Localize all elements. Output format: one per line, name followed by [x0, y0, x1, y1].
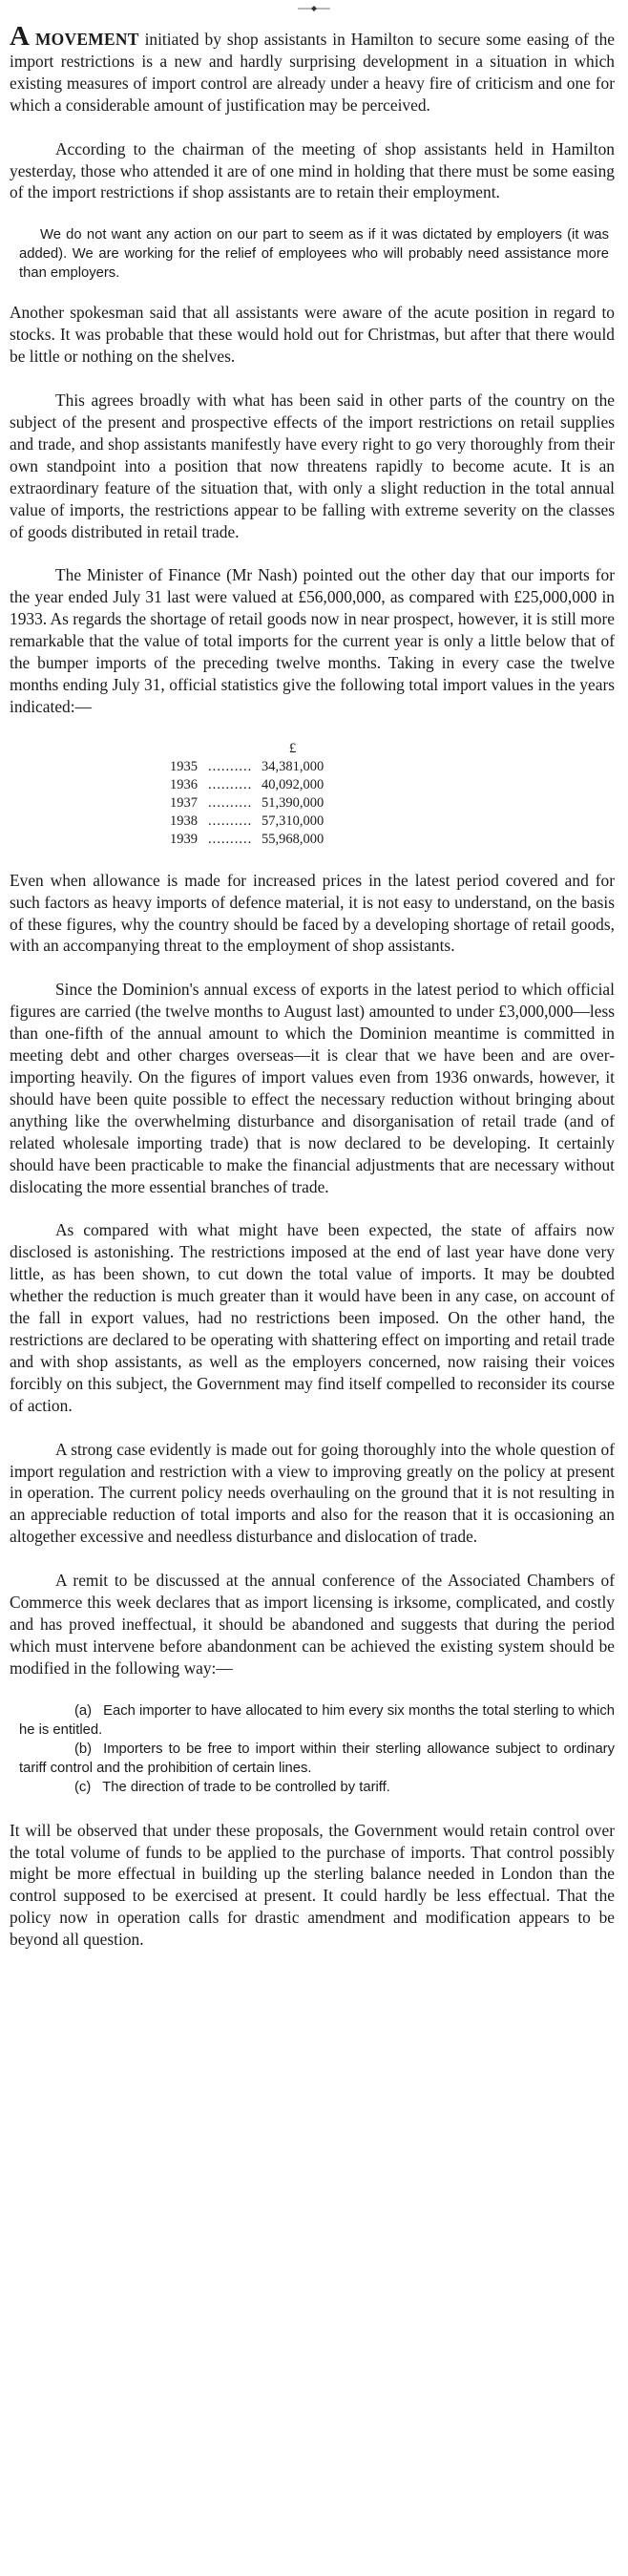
diamond-rule-icon	[298, 6, 330, 11]
top-ornament-divider	[0, 6, 628, 10]
value-cell: 34,381,000	[262, 758, 324, 774]
import-values-table	[170, 740, 324, 849]
list-item-label: (c)	[74, 1779, 92, 1795]
year-cell: 1936	[170, 776, 198, 792]
value-cell: 51,390,000	[262, 794, 324, 811]
paragraph-strong-case: A strong case evidently is made out for going thoroughly into the whole question of import regulation and restriction with a view to improving greatly on the policy at present in operation. The current policy needs overhauling on the ground that it is not resulting in an appreciable reduction of total imports and also for the reason that it is occasioning an altogether excessive and needless disturbance and dislocation of trade.	[10, 1439, 615, 1547]
list-item-text: Each importer to have allocated to him every six months the total sterling to which he is entitled.	[19, 1702, 615, 1738]
year-cell: 1939	[170, 831, 198, 847]
drop-cap: A	[10, 21, 30, 52]
table-row	[170, 776, 324, 794]
paragraph-exports-excess: Since the Dominion's annual excess of exports in the latest period to which official figures are carried (the twelve months to August last) amounted to under £3,000,000—less than one-fifth of the annual amount to which the Dominion meantime is committed in meeting debt and other charges overseas—it is clear that we have been and are over-importing heavily. On the figures of import values even from 1936 onwards, however, it should have been quite possible to effect the necessary reduction without bringing about anything like the overwhelming disturbance and disorganisation of retail trade (and of related wholesale importing trade) that is now declared to be developing. It certainly should have been practicable to make the financial adjustments that are necessary without dislocating the more essential branches of trade.	[10, 980, 615, 1196]
year-cell: 1937	[170, 794, 198, 811]
lead-paragraph	[10, 21, 615, 116]
list-item-label: (a)	[74, 1702, 93, 1719]
table-row	[170, 813, 324, 831]
list-item-text: The direction of trade to be controlled by tariff.	[102, 1779, 390, 1795]
paragraph-conclusion: It will be observed that under these proposals, the Government would retain control over the total volume of funds to be applied to the purchase of imports. That control possibly might be more effectual in building up the sterling balance needed in London than the control supposed to be exercised at present. It could hardly be less effectual. That the policy now in operation calls for drastic amendment and modification appears to be beyond all question.	[10, 1820, 615, 1950]
paragraph-retail-effects: This agrees broadly with what has been said in other parts of the country on the subject of the present and prospective effects of the import restrictions on retail supplies and trade, and shop assistants manifestly have every right to go very thoroughly from their own standpoint into a position that now threatens rapidly to become acute. It is an extraordinary feature of the situation that, with only a slight reduction in the total annual value of imports, the restrictions appear to be falling with extreme severity on the classes of goods distributed in retail trade.	[10, 391, 615, 541]
list-item-text: Importers to be free to import within their sterling allowance subject to ordinary tariff control and the prohibition of certain lines.	[19, 1741, 615, 1776]
list-item-label: (b)	[74, 1741, 93, 1757]
leader-dots: ..........	[208, 758, 253, 774]
lead-text: initiated by shop assistants in Hamilton to secure some easing of the import restrictions is a new and hardly surprising development in a situation in which existing measures of import control are already under a heavy fire of criticism and one for which a considerable amount of justification may be perceived.	[10, 30, 615, 115]
paragraph-astonishing: As compared with what might have been expected, the state of affairs now disclosed is astonishing. The restrictions imposed at the end of last year have done very little, as has been shown, to cut down the total value of imports. It may be doubted whether the reduction is much greater than it would have been in any case, on account of the fall in export values, had no restrictions been imposed. On the other hand, the restrictions are declared to be operating with shattering effect on importing and retail trade and with shop assistants, as well as the employers concerned, now raising their voices forcibly on this subject, the Government may find itself compelled to reconsider its course of action.	[10, 1220, 615, 1415]
lead-caps: MOVEMENT	[34, 30, 139, 49]
list-item	[19, 1778, 615, 1797]
paragraph-chairman: According to the chairman of the meeting of shop assistants held in Hamilton yesterday, those who attended it are of one mind in holding that there must be some easing of the import restrictions if shop assistants are to retain their employment.	[10, 138, 615, 202]
value-cell: 55,968,000	[262, 831, 324, 847]
year-cell: 1935	[170, 758, 198, 774]
value-cell: 40,092,000	[262, 776, 324, 792]
paragraph-spokesman: Another spokesman said that all assistants were aware of the acute position in regard to stocks. It was probable that these would hold out for Christmas, but after that there would be little or nothing on the shelves.	[10, 303, 615, 367]
remit-list	[10, 1701, 615, 1797]
list-item	[19, 1701, 615, 1740]
quoted-statement: We do not want any action on our part to seem as if it was dictated by employers (it was added). We are working for the relief of employees who will probably need assistance more than employers.	[19, 227, 609, 282]
leader-dots: ..........	[208, 776, 253, 792]
paragraph-minister-finance: The Minister of Finance (Mr Nash) pointed out the other day that our imports for the year ended July 31 last were valued at £56,000,000, as compared with £25,000,000 in 1933. As regards the shortage of retail goods now in near prospect, however, it is still more remarkable that the value of total imports for the current year is only a little below that of the bumper imports of the preceding twelve months. Taking in every case the twelve months ending July 31, official statistics give the following total import values in the years indicated:—	[10, 565, 615, 716]
table-row	[170, 831, 324, 849]
paragraph-allowance: Even when allowance is made for increased prices in the latest period covered and for such factors as heavy imports of defence material, it is not easy to understand, on the basis of these figures, why the country should be faced by a developing shortage of retail goods, with an accompanying threat to the employment of shop assistants.	[10, 870, 615, 956]
table-row	[170, 758, 324, 776]
currency-header: £	[288, 740, 297, 756]
year-cell: 1938	[170, 813, 198, 829]
table-row	[170, 794, 324, 813]
list-item	[19, 1740, 615, 1778]
leader-dots: ..........	[208, 813, 253, 829]
value-cell: 57,310,000	[262, 813, 324, 829]
leader-dots: ..........	[208, 831, 253, 847]
leader-dots: ..........	[208, 794, 253, 811]
paragraph-remit: A remit to be discussed at the annual conference of the Associated Chambers of Commerce this week declares that as import licensing is irksome, complicated, and costly and has proved ineffectual, it should be abandoned and suggests that during the period which must intervene before abandonment can be achieved the existing system should be modified in the following way:—	[10, 1571, 615, 1678]
